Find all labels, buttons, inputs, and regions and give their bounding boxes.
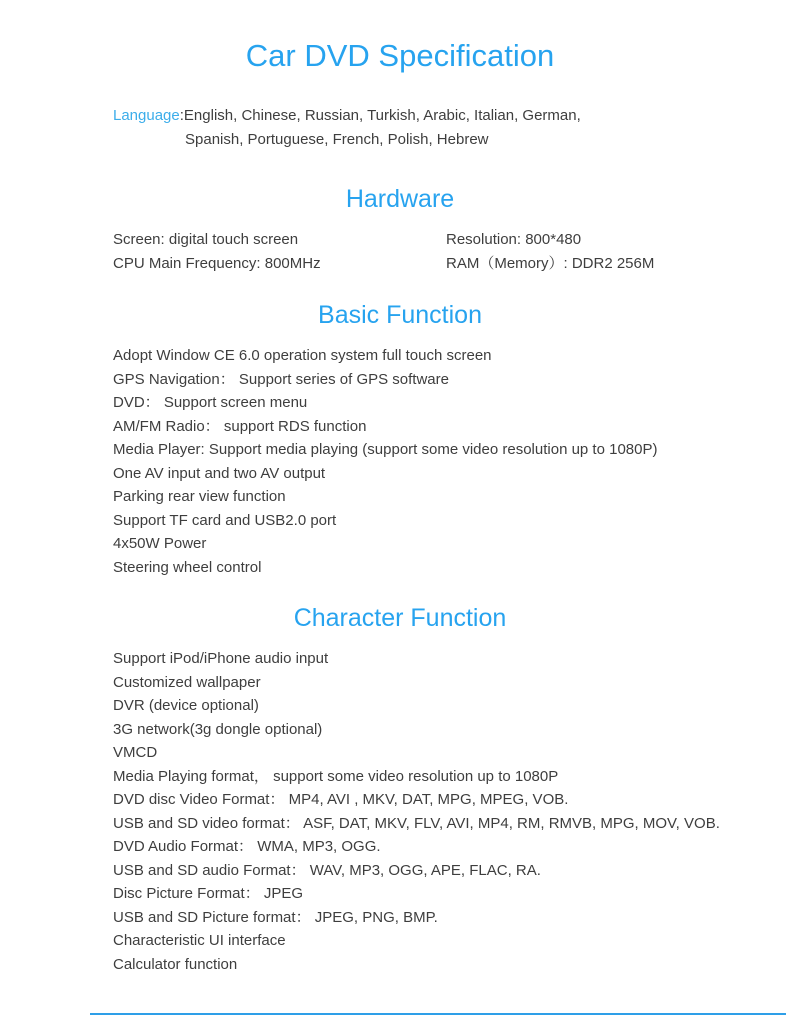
language-label: Language <box>113 107 180 124</box>
list-item: Steering wheel control <box>113 558 262 576</box>
list-item: Disc Picture Format： JPEG <box>113 885 304 902</box>
list-item: Media Playing format， support some video resolution up to 1080P <box>113 767 559 785</box>
language-line-1 <box>113 104 760 128</box>
language-block <box>113 104 760 152</box>
next-page-table-top-border <box>90 1013 786 1015</box>
list-item: AM/FM Radio： support RDS function <box>113 417 367 435</box>
character-function-list <box>113 647 780 976</box>
hardware-heading: Hardware <box>345 185 455 213</box>
list-item: USB and SD video format： ASF, DAT, MKV, FLV, AVI, MP4, RM, RMVB, MPG, MOV, VOB. <box>113 814 720 832</box>
list-item: Customized wallpaper <box>113 673 261 691</box>
hardware-table <box>113 228 760 276</box>
list-item: Media Player: Support media playing (support some video resolution up to 1080P) <box>113 441 658 458</box>
list-item: Characteristic UI interface <box>113 932 286 949</box>
hardware-cell-ram: RAM（Memory）: DDR2 256M <box>446 255 655 272</box>
hardware-cell-screen: Screen: digital touch screen <box>113 231 299 248</box>
character-function-heading: Character Function <box>293 604 507 632</box>
list-item: Support TF card and USB2.0 port <box>113 511 337 529</box>
list-item: DVR (device optional) <box>113 697 259 714</box>
list-item: One AV input and two AV output <box>113 464 326 482</box>
list-item: DVD Audio Format： WMA, MP3, OGG. <box>113 838 381 855</box>
list-item: VMCD <box>113 744 158 761</box>
list-item: Adopt Window CE 6.0 operation system full touch screen <box>113 347 492 364</box>
language-values-line1: :English, Chinese, Russian, Turkish, Arabic, Italian, German, <box>179 107 581 124</box>
list-item: Calculator function <box>113 955 238 973</box>
list-item: USB and SD audio Format： WAV, MP3, OGG, APE, FLAC, RA. <box>113 861 541 879</box>
list-item: Support iPod/iPhone audio input <box>113 650 329 667</box>
language-values-line2: Spanish, Portuguese, French, Polish, Hebrew <box>185 131 489 148</box>
list-item: GPS Navigation： Support series of GPS software <box>113 370 449 388</box>
list-item: Parking rear view function <box>113 488 286 505</box>
list-item: 4x50W Power <box>113 535 207 552</box>
hardware-cell-resolution: Resolution: 800*480 <box>446 231 582 248</box>
list-item: DVD： Support screen menu <box>113 394 308 411</box>
basic-function-list <box>113 344 780 579</box>
list-item: USB and SD Picture format： JPEG, PNG, BMP. <box>113 908 438 926</box>
hardware-cell-cpu: CPU Main Frequency: 800MHz <box>113 255 321 272</box>
page-title: Car DVD Specification <box>245 38 555 73</box>
basic-function-heading: Basic Function <box>318 301 482 329</box>
list-item: 3G network(3g dongle optional) <box>113 720 323 738</box>
list-item: DVD disc Video Format： MP4, AVI , MKV, DAT, MPG, MPEG, VOB. <box>113 791 569 808</box>
